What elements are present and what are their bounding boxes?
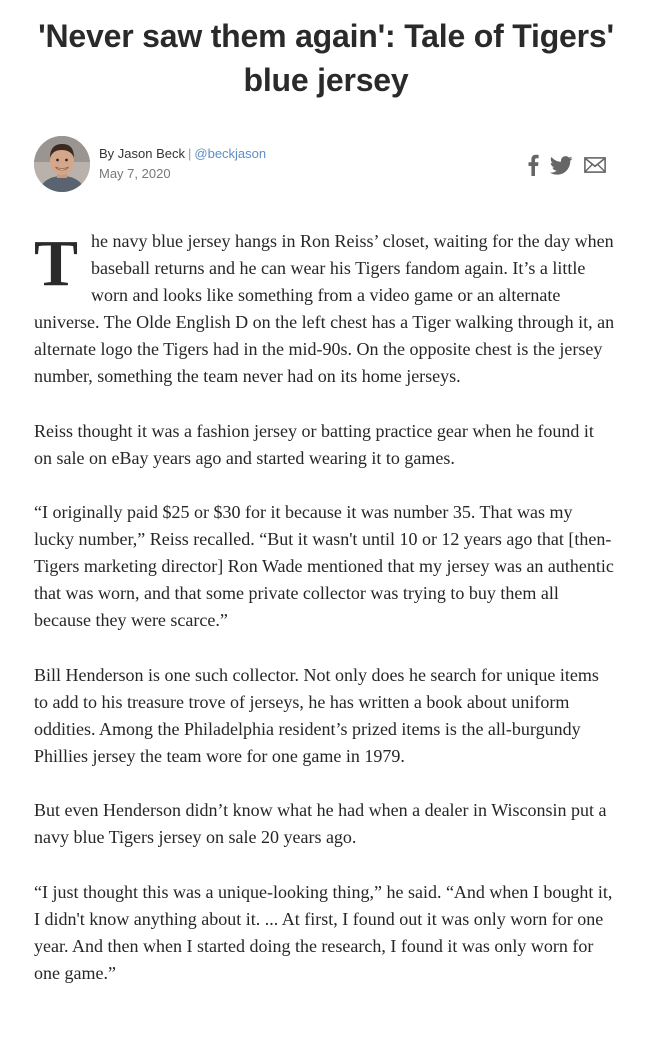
paragraph-4: Bill Henderson is one such collector. Not only does he search for unique items to add to his treasure trove of jerseys, he has written a book about uniform oddities. Among the Philadelphia resident’s prized items is the all-burgundy Phillies jersey the team wore for one game in 1979. [34,664,599,766]
paragraph-2: Reiss thought it was a fashion jersey or batting practice gear when he found it on sale on eBay years ago and started wearing it to games. [34,420,594,468]
share-buttons [527,152,606,178]
drop-cap: T [34,227,79,300]
email-icon[interactable] [584,157,606,173]
article-body [34,228,616,1014]
author-twitter-handle[interactable]: @beckjason [194,146,267,161]
twitter-icon[interactable] [550,156,573,175]
paragraph-5: But even Henderson didn’t know what he had when a dealer in Wisconsin put a navy blue Tigers jersey on sale 20 years ago. [34,800,607,847]
author-name[interactable]: By Jason Beck [99,146,185,161]
paragraph-3: “I originally paid $25 or $30 for it because it was number 35. That was my lucky number,” Reiss recalled. “But it wasn't until 10 or 12 years ago that [then-Tigers marketing director] Ron Wade mentioned that my jersey was an authentic that was worn, and that some private collector was trying to buy them all because they were scarce.” [34,502,614,630]
paragraph-6: “I just thought this was a unique-looking thing,” he said. “And when I bought it, I didn't know anything about it. ... At first, I found out it was only worn for one year. And then when I started doing the research, I found it was only worn for one game.” [34,881,613,983]
author-avatar[interactable] [34,136,90,192]
paragraph-1-text: he navy blue jersey hangs in Ron Reiss’ closet, waiting for the day when baseball returns and he can wear his Tigers fandom again. It’s a little worn and looks like something from a video game or an alternate universe. The Olde English D on the left chest has a Tiger walking through it, an alternate logo the Tigers had in the mid-90s. On the opposite chest is the jersey number, something the team never had on its home jerseys. [34,231,615,386]
byline-separator: | [188,146,192,161]
publish-date: May 7, 2020 [99,166,171,181]
article-headline: 'Never saw them again': Tale of Tigers' blue jersey [38,18,614,98]
byline [34,136,614,192]
facebook-icon[interactable] [527,154,539,176]
paragraph-1 [34,228,616,390]
byline-text [99,144,266,184]
